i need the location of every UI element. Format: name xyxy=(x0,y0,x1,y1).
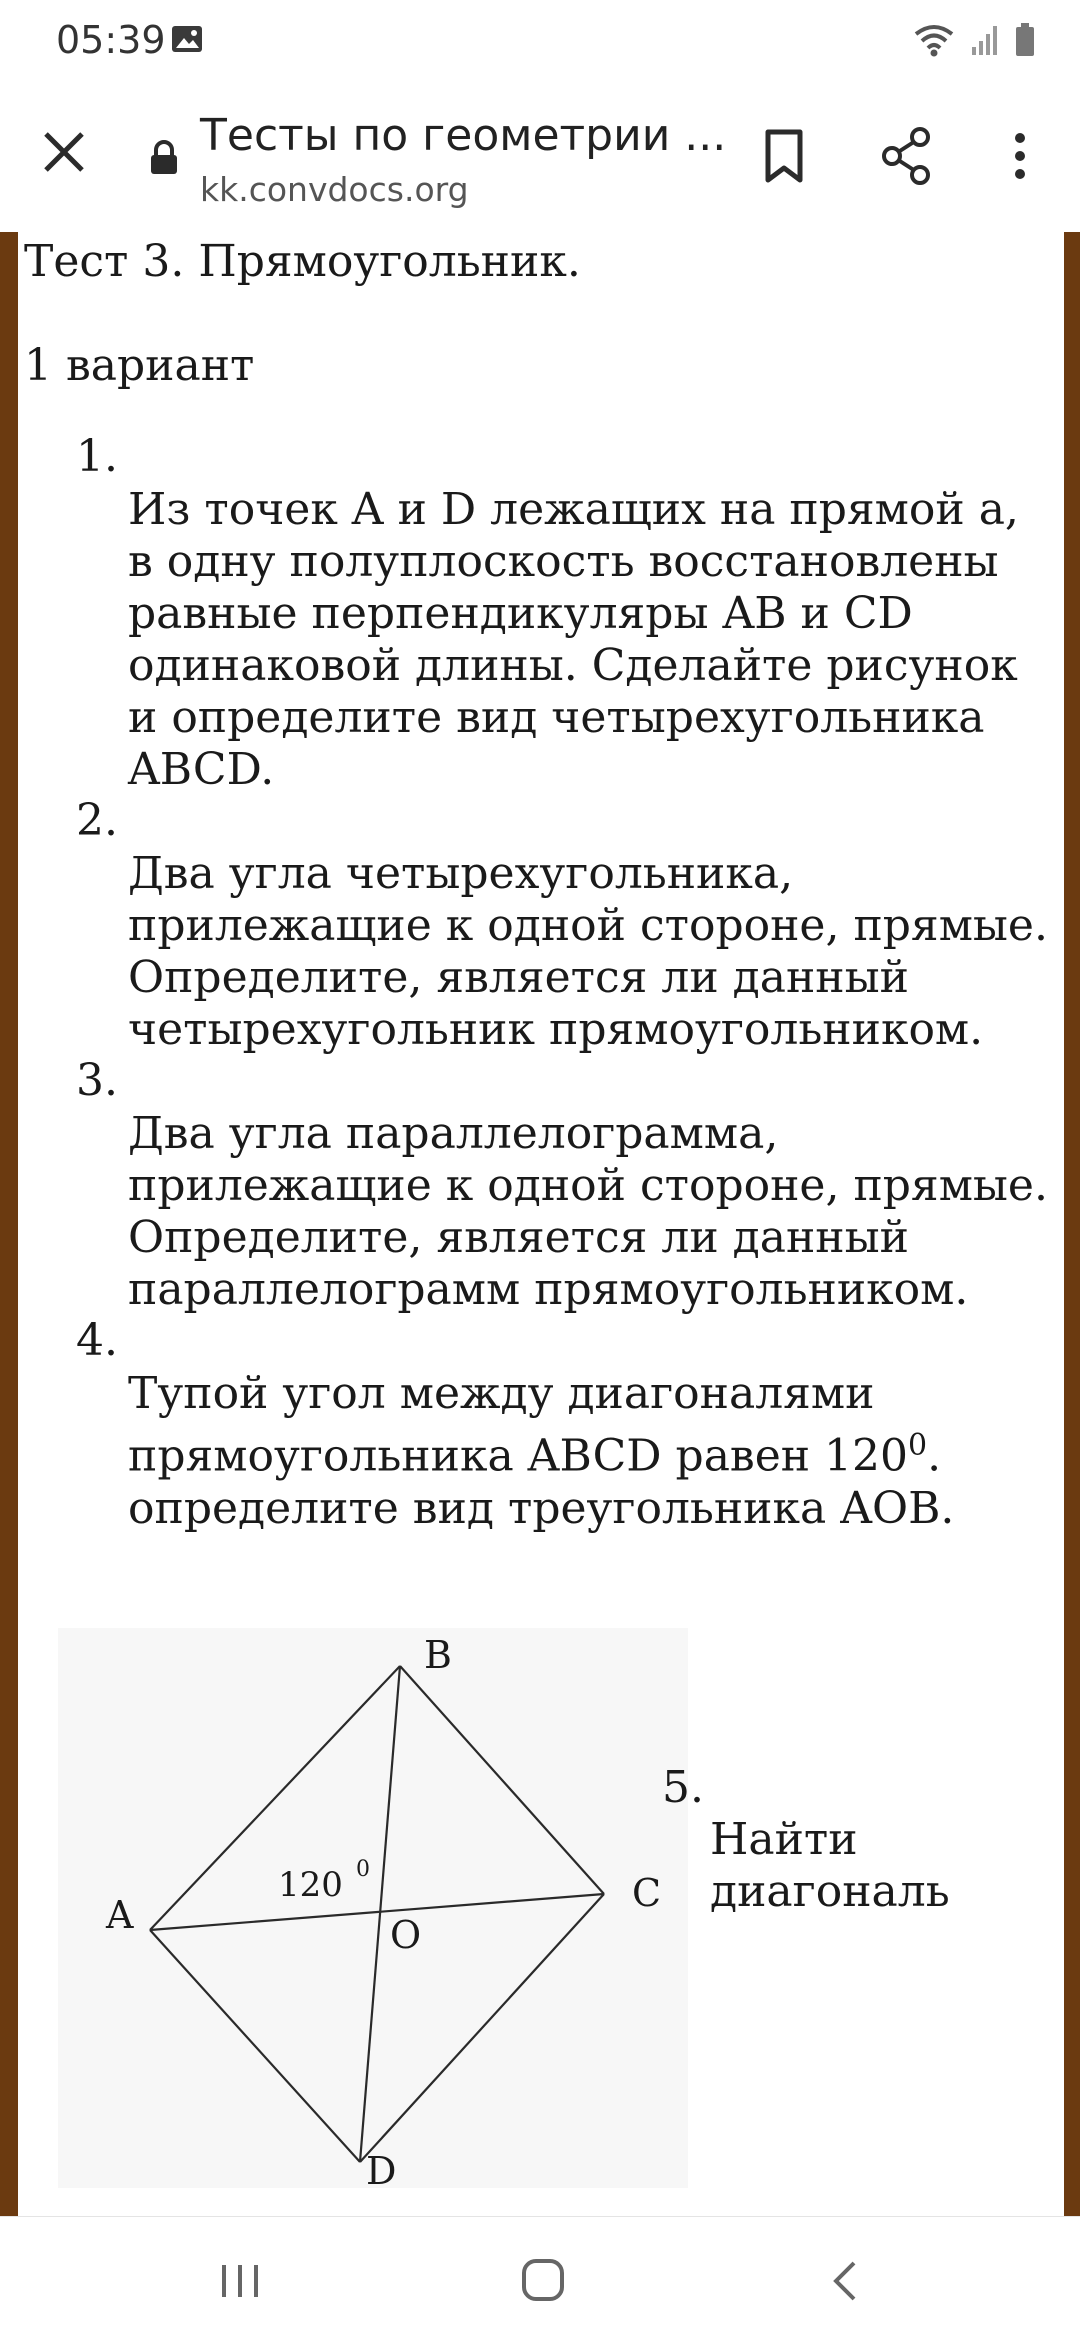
image-notification-icon xyxy=(170,24,204,58)
side-bc xyxy=(400,1666,604,1894)
question-5 xyxy=(662,1762,950,1918)
battery-icon xyxy=(1014,22,1036,62)
signal-icon xyxy=(970,23,1000,61)
question-2 xyxy=(18,796,1058,1056)
question-text-line: диагональ xyxy=(710,1866,950,1917)
close-icon xyxy=(36,124,92,180)
question-number: 1. xyxy=(76,431,118,482)
more-vert-icon xyxy=(1000,124,1040,188)
rhombus-figure xyxy=(58,1628,688,2188)
center-label-o: O xyxy=(390,1913,422,1957)
page-title[interactable]: Тесты по геометрии ... xyxy=(200,110,727,161)
lock-icon xyxy=(148,140,180,180)
bookmark-icon xyxy=(756,126,812,186)
angle-degree: 0 xyxy=(356,1857,370,1882)
share-icon xyxy=(876,124,936,188)
browser-toolbar xyxy=(0,84,1080,234)
vertex-label-d: D xyxy=(366,2149,397,2188)
doc-title: Тест 3. Прямоугольник. xyxy=(24,236,581,287)
home-icon xyxy=(520,2257,566,2303)
question-number: 4. xyxy=(76,1315,118,1366)
wifi-icon xyxy=(912,22,956,62)
question-number: 2. xyxy=(76,795,118,846)
question-4 xyxy=(18,1316,1058,1535)
question-text-part: Тупой угол между диагоналями прямоугольника ABCD равен 120 xyxy=(128,1368,909,1482)
status-time: 05:39 xyxy=(56,18,166,62)
question-3 xyxy=(18,1056,1058,1316)
status-bar xyxy=(0,0,1080,84)
page-url[interactable]: kk.convdocs.org xyxy=(200,170,469,209)
question-text: Из точек A и D лежащих на прямой а, в одну полуплоскость восстановлены равные перпендикуляры AB и CD одинаковой длины. Сделайте рисунок и определите вид четырехугольника ABCD. xyxy=(128,484,1019,795)
recent-apps-icon xyxy=(218,2261,262,2301)
more-options-button[interactable] xyxy=(1000,124,1040,188)
home-button[interactable] xyxy=(520,2257,566,2307)
page-frame xyxy=(0,232,1080,2216)
system-nav-bar xyxy=(0,2216,1080,2341)
vertex-label-a: A xyxy=(106,1893,134,1937)
question-number: 5. xyxy=(662,1762,704,1813)
angle-label: 120 xyxy=(278,1865,343,1905)
question-text xyxy=(18,1368,1058,1535)
back-button[interactable] xyxy=(830,2259,860,2307)
question-1 xyxy=(18,432,1058,796)
share-button[interactable] xyxy=(876,124,936,188)
vertex-label-b: B xyxy=(424,1633,452,1677)
question-text: Два угла параллелограмма, прилежащие к одной стороне, прямые. Определите, является ли данный параллелограмм прямоугольником. xyxy=(128,1108,1048,1315)
doc-variant: 1 вариант xyxy=(24,340,255,391)
question-number: 3. xyxy=(76,1055,118,1106)
question-list xyxy=(18,432,1058,1535)
diagonal-ac xyxy=(150,1894,604,1930)
bookmark-button[interactable] xyxy=(756,126,812,186)
question-text: Два угла четырехугольника, прилежащие к одной стороне, прямые. Определите, является ли данный четырехугольник прямоугольником. xyxy=(128,848,1048,1055)
question-text-line: Найти xyxy=(710,1814,858,1865)
status-right xyxy=(912,22,1036,62)
document-content[interactable] xyxy=(18,232,1064,2216)
degree-superscript: 0 xyxy=(908,1428,928,1463)
side-ab xyxy=(150,1666,400,1930)
recent-apps-button[interactable] xyxy=(218,2261,262,2305)
vertex-label-c: C xyxy=(632,1871,662,1915)
close-tab-button[interactable] xyxy=(36,124,92,180)
question-text-part: . определите вид треугольника AOB. xyxy=(128,1430,955,1534)
rhombus-diagram xyxy=(58,1628,688,2188)
side-da xyxy=(150,1930,360,2162)
back-icon xyxy=(830,2259,860,2303)
